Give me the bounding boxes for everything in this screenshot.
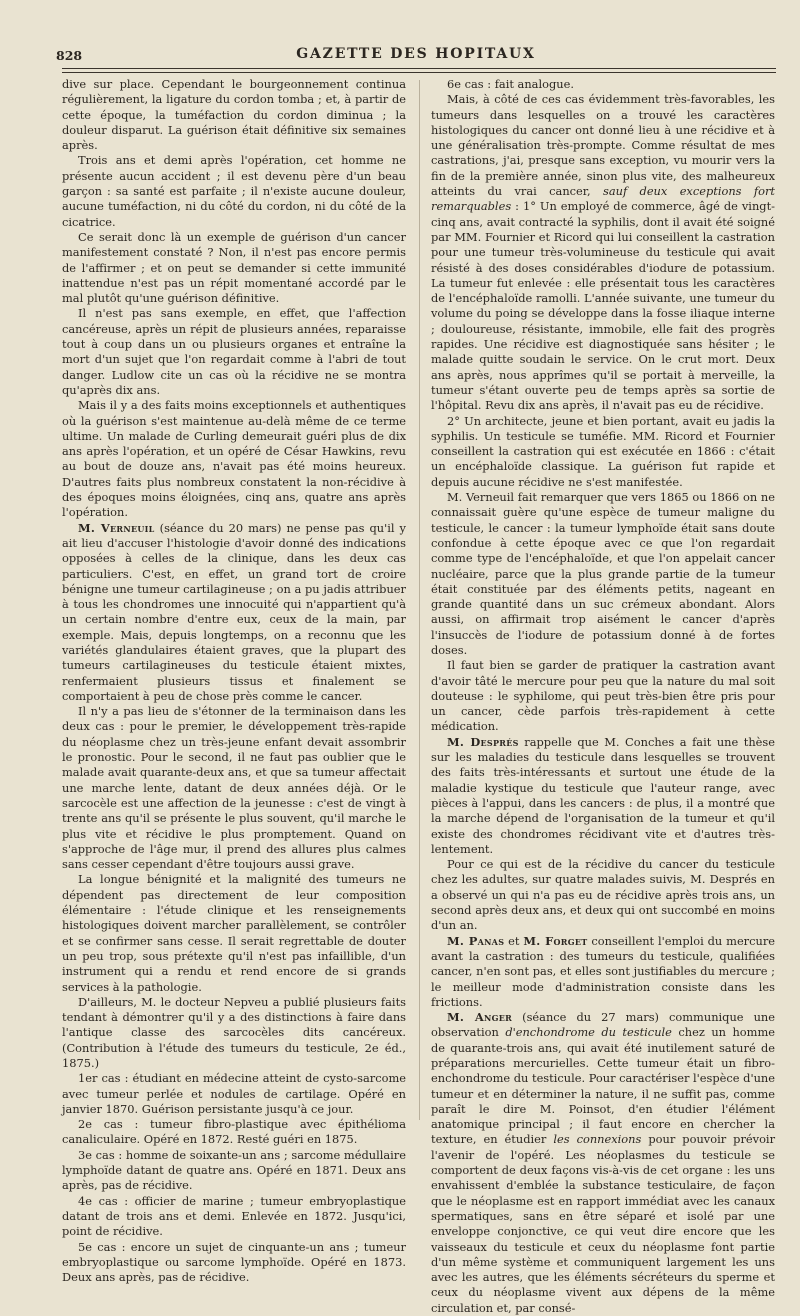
paragraph: Ce serait donc là un exemple de guérison d'un cancer manifestement constaté ? Non, il n'est pas encore permis de l'affirmer ; et on peut se demander si cette immunité inattendue n'est pas un répit momentané accordé par le mal plutôt qu'une guérison définitive.: [62, 229, 406, 306]
paragraph: Il n'y a pas lieu de s'étonner de la terminaison dans les deux cas : pour le premier, le développement très-rapide du néoplasme chez un très-jeune enfant devait assombrir le pronostic. Pour le second, il ne faut pas oublier que le malade avait quarante-deux ans, et que sa tumeur affectait une marche lente, datant de deux années déjà. Or le sarcocèle est une affection de la jeunesse : c'est de vingt à trente ans qu'il se présente le plus souvent, qu'il marche le plus vite et récidive le plus promptement. Quand on s'approche de l'âge mur, il prend des allures plus calmes sans cesser cependant d'être toujours aussi grave.: [62, 704, 406, 872]
speaker-name: M. Forget: [523, 933, 588, 948]
speaker-name: M. Anger: [447, 1010, 513, 1025]
case-item: 4e cas : officier de marine ; tumeur embryoplastique datant de trois ans et demi. Enlevée en 1872. Jusqu'ici, point de récidive.: [62, 1193, 406, 1239]
paragraph: D'ailleurs, M. le docteur Nepveu a publié plusieurs faits tendant à démontrer qu'il y a des distinctions à faire dans l'antique classe des sarcocèles dits cancéreux. (Contribution à l'étude des tumeurs du testicule, 2e éd., 1875.): [62, 994, 406, 1070]
case-item: 3e cas : homme de soixante-un ans ; sarcome médullaire lymphoïde datant de quatre ans. Opéré en 1871. Deux ans après, pas de récidive.: [62, 1147, 406, 1193]
journal-title: GAZETTE DES HOPITAUX: [296, 46, 536, 62]
paragraph-text: (séance du 20 mars) ne pense pas qu'il y ait lieu d'accuser l'histologie d'avoir donné des indications opposées à celles de la clinique, dans les deux cas particuliers. C'est, en effet, un grand tort de croire bénigne une tumeur cartilagineuse ; on a pu jadis attribuer à tous les chondromes une innocuité qui n'appartient qu'à un certain nombre d'entre eux, ceux de la main, par exemple. Mais, depuis longtemps, on a reconnu que les variétés glandulaires étaient graves, que la plupart des tumeurs cartilagineuses du testicule étaient mixtes, renfermaient plusieurs tissus et finalement se comportaient à peu de chose près comme le cancer.: [62, 520, 406, 703]
header-rule-thick: [62, 68, 776, 69]
paragraph-text: conseillent l'emploi du mercure avant la castration : des tumeurs du testicule, qualifiées cancer, n'en sont pas, et elles sont justifiables du mercure ; le meilleur mode d'administration consiste dans les frictions.: [431, 933, 776, 1009]
right-column: [431, 77, 775, 1316]
paragraph-text: pour pouvoir prévoir l'avenir de l'opéré. Les néoplasmes du testicule se comportent de deux façons vis-à-vis de cet organe : les uns envahissent d'emblée la substance testiculaire, de façon que le néoplasme est en rapport immédiat avec les canaux spermatiques, sans en être séparé et isolé par une enveloppe conjonctive, ce qui veut dire encore que les vaisseaux du testicule et ceux du néoplasme font partie d'un même système et communiquent largement les uns avec les autres, que les éléments sécréteurs du sperme et ceux du néoplasme vivent aux dépens de la même circulation et, par consé-: [431, 1132, 776, 1315]
case-item: 1er cas : étudiant en médecine atteint de cysto-sarcome avec tumeur perlée et nodules de cartilage. Opéré en janvier 1870. Guérison persistante jusqu'à ce jour.: [62, 1071, 406, 1116]
case-item: 6e cas : fait analogue.: [447, 77, 574, 91]
italic-text: d'enchondrome du testicule: [505, 1025, 672, 1040]
left-column: [62, 77, 406, 1285]
paragraph: [431, 934, 775, 1010]
case-item: 2e cas : tumeur fibro-plastique avec épithélioma canaliculaire. Opéré en 1872. Resté guéri en 1875.: [62, 1117, 406, 1147]
page-header: [56, 40, 776, 66]
column-divider: [419, 80, 420, 1120]
paragraph-text: chez un homme de quarante-trois ans, qui avait été inutilement saturé de préparations mercurielles. Cette tumeur était un fibro-enchondrome du testicule. Pour caractériser l'espèce d'une tumeur et en déterminer la nature, il ne suffit pas, comme paraît le dire M. Poinsot, d'en étudier l'élément anatomique principal ; il faut encore en chercher la texture, en étudier: [431, 1025, 776, 1147]
paragraph: M. Verneuil fait remarquer que vers 1865 ou 1866 on ne connaissait guère qu'une espèce de tumeur maligne du testicule, le cancer : la tumeur lymphoïde était sans doute confondue à cette époque avec ce que l'on regardait comme type de l'encéphaloïde, et que l'on appelait cancer nucléaire, parce que la plus grande partie de la tumeur était constituée par des éléments petits, nageant en grande quantité dans un suc crémeux abondant. Alors aussi, on affirmait trop aisément le cancer d'après l'insuccès de l'iodure de potassium donné à de fortes doses.: [431, 490, 775, 657]
paragraph: Trois ans et demi après l'opération, cet homme ne présente aucun accident ; il est devenu père d'un beau garçon : sa santé est parfaite ; il n'existe aucune douleur, aucune tuméfaction, ni du côté du cordon, ni du côté de la cicatrice.: [62, 153, 406, 229]
page-number: 828: [56, 48, 83, 63]
paragraph-text: rappelle que M. Conches a fait une thèse sur les maladies du testicule dans lesquelles se trouvent des faits très-intéressants et surtout une étude de la maladie kystique du testicule que l'auteur range, avec pièces à l'appui, dans les cancers : de plus, il a montré que la marche dépend de l'organisation de la tumeur et qu'il existe des chondromes récidivant vite et d'autres très-lentement.: [431, 734, 776, 856]
paragraph: 2° Un architecte, jeune et bien portant, avait eu jadis la syphilis. Un testicule se tuméfie. MM. Ricord et Fournier conseillent la castration qui est exécutée en 1866 : c'était un encéphaloïde classique. La guérison fut rapide et depuis aucune récidive ne s'est manifestée.: [431, 413, 775, 489]
paragraph: [431, 1010, 775, 1316]
paragraph-text: : 1° Un employé de commerce, âgé de vingt-cinq ans, avait contracté la syphilis, dont il avait été soigné par MM. Fournier et Ricord qui lui conseillent la castration pour une tumeur très-volumineuse du testicule qui avait résisté à des doses considérables d'iodure de potassium. La tumeur fut enlevée : elle présentait tous les caractères de l'encéphaloïde ramolli. L'année suivante, une tumeur du volume du poing se développe dans la fosse iliaque interne ; douloureuse, résistante, immobile, elle fait des progrès rapides. Une récidive est diagnostiquée sans hésiter ; le malade quitte soudain le service. On le crut mort. Deux ans après, nous apprîmes qu'il se portait à merveille, la tumeur s'étant ouverte peu de temps après sa sortie de l'hôpital. Revu dix ans après, il n'avait pas eu de récidive.: [431, 199, 775, 413]
paragraph-text: Mais, à côté de ces cas évidemment très-favorables, les tumeurs dans lesquelles on a trouvé les caractères histologiques du cancer ont donné lieu à une récidive et à une généralisation très-prompte. Comme résultat de mes castrations, j'ai, presque sans exception, vu mourir vers la fin de la première année, sinon plus vite, des malheureux atteints du vrai cancer,: [431, 92, 775, 199]
italic-text: sauf deux exceptions fort remarquables: [431, 184, 775, 214]
paragraph: Il n'est pas sans exemple, en effet, que l'affection cancéreuse, après un répit de plusieurs années, reparaisse tout à coup dans un ou plusieurs organes et entraîne la mort d'un sujet que l'on regardait comme à l'abri de tout danger. Ludlow cite un cas où la récidive ne se montra qu'après dix ans.: [62, 306, 406, 397]
speaker-name: M. Panas: [447, 933, 505, 948]
paragraph: Pour ce qui est de la récidive du cancer du testicule chez les adultes, sur quatre malades suivis, M. Després en a observé un qui n'a pas eu de récidive après trois ans, un second après deux ans, et deux qui ont succombé en moins d'un an.: [431, 857, 775, 933]
case-item: 5e cas : encore un sujet de cinquante-un ans ; tumeur embryoplastique ou sarcome lymphoïde. Opéré en 1873. Deux ans après, pas de récidive.: [62, 1239, 406, 1285]
paragraph: dive sur place. Cependant le bourgeonnement continua régulièrement, la ligature du cordon tomba ; et, à partir de cette époque, la tuméfaction du cordon diminua ; la douleur disparut. La guérison était définitive six semaines après.: [62, 77, 406, 153]
speaker-name: M. Després: [447, 734, 519, 749]
speaker-name: M. Verneuil: [78, 520, 155, 535]
paragraph: La longue bénignité et la malignité des tumeurs ne dépendent pas directement de leur composition élémentaire : l'étude clinique et les renseignements histologiques doivent marcher parallèlement, se contrôler et se confirmer sans cesse. Il serait regrettable de douter un peu trop, sous prétexte qu'il n'est pas infaillible, d'un instrument qui a rendu et rend encore de si grands services à la pathologie.: [62, 872, 406, 994]
paragraph-text: (séance du 27 mars) communique une observation: [431, 1010, 775, 1040]
paragraph: [431, 92, 775, 413]
paragraph-text: et: [508, 933, 520, 948]
paragraph: Mais il y a des faits moins exceptionnels et authentiques où la guérison s'est maintenue au-delà même de ce terme ultime. Un malade de Curling demeurait guéri plus de dix ans après l'opération, et un opéré de César Hawkins, revu au bout de douze ans, n'avait pas été moins heureux. D'autres faits plus nombreux constatent la non-récidive à des époques moins éloignées, cinq ans, quatre ans après l'opération.: [62, 398, 406, 520]
italic-text: les connexions: [553, 1132, 642, 1147]
paragraph: Il faut bien se garder de pratiquer la castration avant d'avoir tâté le mercure pour peu que la nature du mal soit douteuse : le syphilome, qui peut très-bien être pris pour un cancer, cède parfois très-rapidement à cette médication.: [431, 658, 775, 734]
paragraph: [431, 735, 775, 857]
header-rule-thin: [62, 72, 776, 73]
paragraph: [62, 521, 406, 705]
